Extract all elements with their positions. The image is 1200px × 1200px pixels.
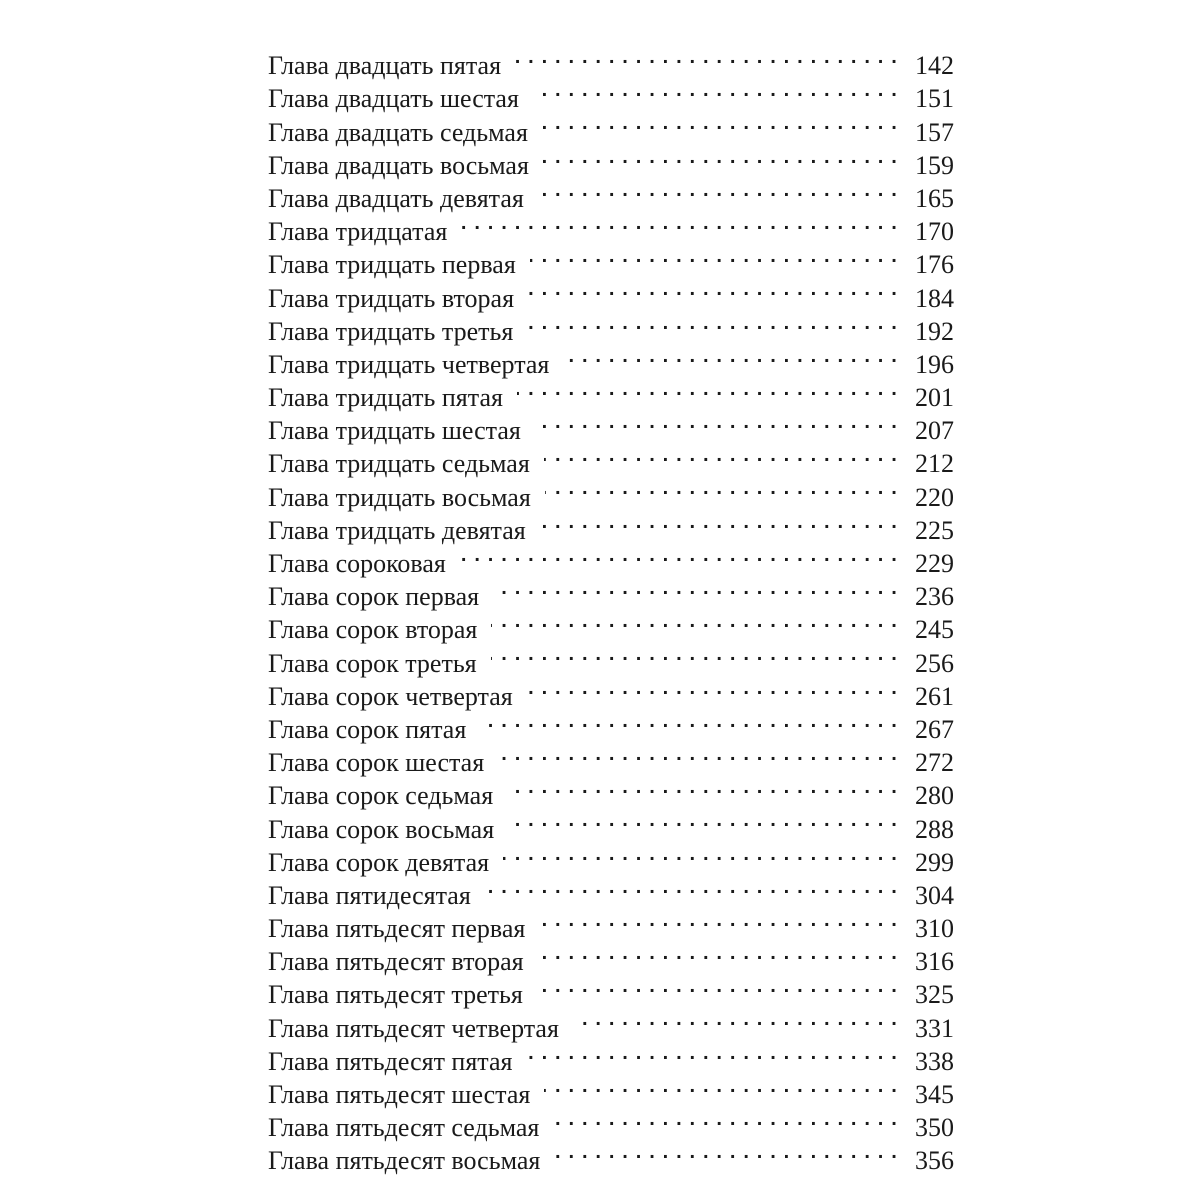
- dot-leader: [461, 207, 898, 240]
- dot-leader: [480, 705, 898, 738]
- chapter-title: Глава тридцать первая: [268, 250, 516, 280]
- page-number: 151: [915, 84, 954, 114]
- dot-leader: [542, 107, 898, 140]
- page-number: 165: [915, 183, 954, 213]
- page-number: 236: [915, 582, 954, 612]
- dot-leader: [485, 871, 898, 904]
- dot-leader: [543, 141, 898, 174]
- page-number: 212: [915, 449, 954, 479]
- chapter-title: Глава сорок первая: [268, 582, 480, 612]
- chapter-title: Глава двадцать седьмая: [268, 117, 528, 147]
- dot-leader: [498, 738, 898, 771]
- page-number: 229: [915, 549, 954, 578]
- dot-leader: [528, 273, 898, 306]
- dot-leader: [537, 970, 898, 1003]
- toc-entry: [268, 41, 954, 81]
- chapter-title: Глава двадцать пятая: [268, 51, 502, 81]
- page-number: 325: [915, 980, 954, 1010]
- dot-leader: [553, 1103, 898, 1136]
- dot-leader: [503, 838, 898, 871]
- chapter-title: Глава сорок четвертая: [268, 681, 513, 711]
- chapter-title: Глава тридцать шестая: [268, 416, 521, 446]
- chapter-title: Глава пятьдесят первая: [268, 914, 526, 944]
- page-number: 170: [915, 217, 954, 247]
- dot-leader: [563, 340, 898, 373]
- dot-leader: [544, 439, 898, 472]
- page-number: 142: [915, 51, 954, 81]
- page-number: 299: [915, 847, 954, 877]
- page-number: 157: [915, 117, 954, 147]
- chapter-title: Глава сорок вторая: [268, 615, 478, 645]
- chapter-title: Глава тридцать четвертая: [268, 349, 550, 379]
- chapter-title: Глава пятьдесят восьмая: [268, 1146, 541, 1176]
- dot-leader: [527, 307, 898, 340]
- page-number: 338: [915, 1046, 954, 1076]
- chapter-title: Глава тридцать седьмая: [268, 449, 530, 479]
- dot-leader: [527, 1037, 899, 1070]
- dot-leader: [460, 539, 898, 572]
- page-number: 272: [915, 748, 954, 778]
- dot-leader: [517, 373, 898, 406]
- page-number: 331: [915, 1013, 954, 1043]
- dot-leader: [491, 605, 898, 638]
- chapter-title: Глава пятьдесят седьмая: [268, 1113, 540, 1143]
- dot-leader: [539, 904, 898, 937]
- dot-leader: [508, 804, 898, 837]
- chapter-title: Глава тридцатая: [268, 217, 448, 247]
- page-number: 267: [915, 714, 954, 744]
- chapter-title: Глава сороковая: [268, 549, 446, 578]
- chapter-title: Глава двадцать девятая: [268, 183, 524, 213]
- dot-leader: [530, 240, 898, 273]
- chapter-title: Глава тридцать восьмая: [268, 482, 531, 512]
- dot-leader: [554, 1136, 898, 1169]
- page-number: 356: [915, 1146, 954, 1176]
- page-number: 192: [915, 316, 954, 346]
- page-number: 184: [915, 283, 954, 313]
- page-number: 207: [915, 416, 954, 446]
- page-number: 176: [915, 250, 954, 280]
- chapter-title: Глава сорок седьмая: [268, 781, 494, 811]
- chapter-title: Глава сорок восьмая: [268, 814, 495, 844]
- page-number: 280: [915, 781, 954, 811]
- page-number: 350: [915, 1113, 954, 1143]
- dot-leader: [573, 1003, 898, 1036]
- page-number: 196: [915, 349, 954, 379]
- page-number: 316: [915, 947, 954, 977]
- chapter-title: Глава сорок пятая: [268, 714, 467, 744]
- dot-leader: [527, 672, 898, 705]
- chapter-title: Глава пятьдесят пятая: [268, 1046, 513, 1076]
- dot-leader: [491, 638, 898, 671]
- page-number: 201: [915, 383, 954, 413]
- chapter-title: Глава двадцать шестая: [268, 84, 519, 114]
- table-of-contents: [268, 41, 954, 1176]
- chapter-title: Глава пятьдесят шестая: [268, 1080, 531, 1109]
- chapter-title: Глава пятьдесят четвертая: [268, 1013, 559, 1043]
- dot-leader: [533, 74, 898, 107]
- page-number: 304: [915, 880, 954, 910]
- dot-leader: [540, 506, 898, 539]
- dot-leader: [538, 174, 898, 207]
- dot-leader: [507, 771, 898, 804]
- page-number: 256: [915, 648, 954, 678]
- page-number: 310: [915, 914, 954, 944]
- page-number: 245: [915, 615, 954, 645]
- page-number: 225: [915, 515, 954, 545]
- chapter-title: Глава сорок шестая: [268, 748, 485, 778]
- page-number: 288: [915, 814, 954, 844]
- chapter-title: Глава тридцать третья: [268, 316, 514, 346]
- chapter-title: Глава пятидесятая: [268, 880, 471, 910]
- page-number: 159: [915, 150, 954, 180]
- dot-leader: [515, 41, 898, 74]
- chapter-title: Глава сорок третья: [268, 648, 477, 678]
- dot-leader: [538, 937, 898, 970]
- page-number: 345: [915, 1080, 954, 1109]
- chapter-title: Глава двадцать восьмая: [268, 150, 529, 180]
- dot-leader: [535, 406, 898, 439]
- chapter-title: Глава пятьдесят третья: [268, 980, 523, 1010]
- chapter-title: Глава пятьдесят вторая: [268, 947, 524, 977]
- dot-leader: [544, 1070, 898, 1103]
- page-number: 261: [915, 681, 954, 711]
- chapter-title: Глава сорок девятая: [268, 847, 490, 877]
- dot-leader: [545, 472, 898, 505]
- chapter-title: Глава тридцать вторая: [268, 283, 515, 313]
- dot-leader: [493, 572, 898, 605]
- chapter-title: Глава тридцать девятая: [268, 515, 526, 545]
- chapter-title: Глава тридцать пятая: [268, 383, 503, 413]
- page-number: 220: [915, 482, 954, 512]
